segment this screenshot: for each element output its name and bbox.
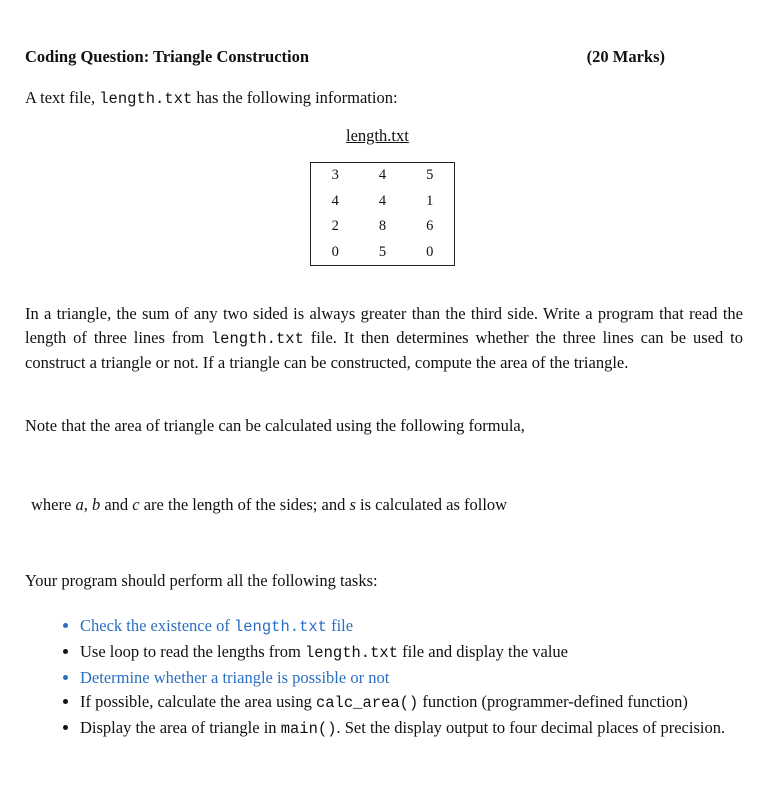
table-cell: 5 [426, 167, 434, 184]
table-cell: 2 [331, 218, 339, 235]
file-table-title: length.txt [346, 126, 409, 145]
table-cell: 4 [378, 167, 387, 184]
task-text: Display the area of triangle in [80, 718, 281, 737]
task-text: If possible, calculate the area using [80, 692, 316, 711]
task-text: . Set the display output to four decimal places of precision. [336, 718, 726, 737]
table-cell: 0 [331, 243, 339, 260]
list-item [80, 640, 758, 666]
var-a: a [75, 495, 84, 514]
var-s: s [349, 495, 356, 514]
tasks-intro: Your program should perform all the following tasks: [25, 571, 378, 590]
intro-paragraph [25, 86, 743, 112]
task-list [58, 614, 758, 742]
where-text: are the length of the sides; and [139, 495, 350, 514]
task-code: calc_area() [315, 694, 419, 712]
where-text: where [31, 495, 76, 514]
intro-text-after: has the following information: [192, 88, 398, 107]
task-text: file [326, 616, 354, 635]
task-text: Check the existence of [80, 616, 234, 635]
question-heading [25, 47, 665, 67]
table-cell: 4 [378, 192, 387, 209]
description-filename: length.txt [210, 329, 304, 348]
task-code: length.txt [233, 618, 327, 636]
list-item: • Determine whether a triangle is possible or not [80, 666, 758, 690]
intro-text-before: A text file, [25, 88, 100, 107]
table-cell: 8 [378, 218, 387, 235]
list-item [80, 690, 758, 716]
where-text: , [83, 495, 92, 514]
task-text: Use loop to read the lengths from [80, 642, 305, 661]
table-cell: 4 [331, 192, 339, 209]
table-cell: 3 [331, 167, 339, 184]
task-code: main() [280, 720, 337, 738]
var-b: b [91, 495, 101, 514]
table-row [311, 214, 455, 239]
question-marks: (20 Marks) [586, 47, 665, 66]
where-paragraph [31, 493, 749, 517]
file-contents-table [310, 162, 455, 266]
note-paragraph: Note that the area of triangle can be calculated using the following formula, [25, 416, 525, 435]
description-paragraph [25, 302, 743, 375]
task-text: function (programmer-defined function) [418, 692, 688, 711]
where-text: is calculated as follow [355, 495, 508, 514]
table-row [311, 189, 455, 214]
table-cell: 5 [378, 243, 387, 260]
intro-filename: length.txt [99, 90, 193, 108]
table-cell: 6 [426, 218, 434, 235]
table-row [311, 163, 455, 189]
task-text: file and display the value [398, 642, 569, 661]
table-row [311, 239, 455, 265]
question-title: Coding Question: Triangle Construction [25, 47, 310, 66]
task-code: length.txt [305, 644, 399, 662]
table-cell: 0 [426, 243, 434, 260]
list-item [80, 716, 758, 742]
table-cell: 1 [426, 192, 434, 209]
description-text-2: file. It then determines whether the three lines can be used to construct a triangle or not. If a triangle can be constructed, compute the area of the triangle. [25, 327, 744, 372]
list-item [80, 614, 758, 640]
where-text: and [100, 495, 133, 514]
description-text-1: In a triangle, the sum of any two sided is always greater than the third side. Write a program that read the length of three lines from [25, 304, 743, 347]
var-c: c [132, 495, 140, 514]
